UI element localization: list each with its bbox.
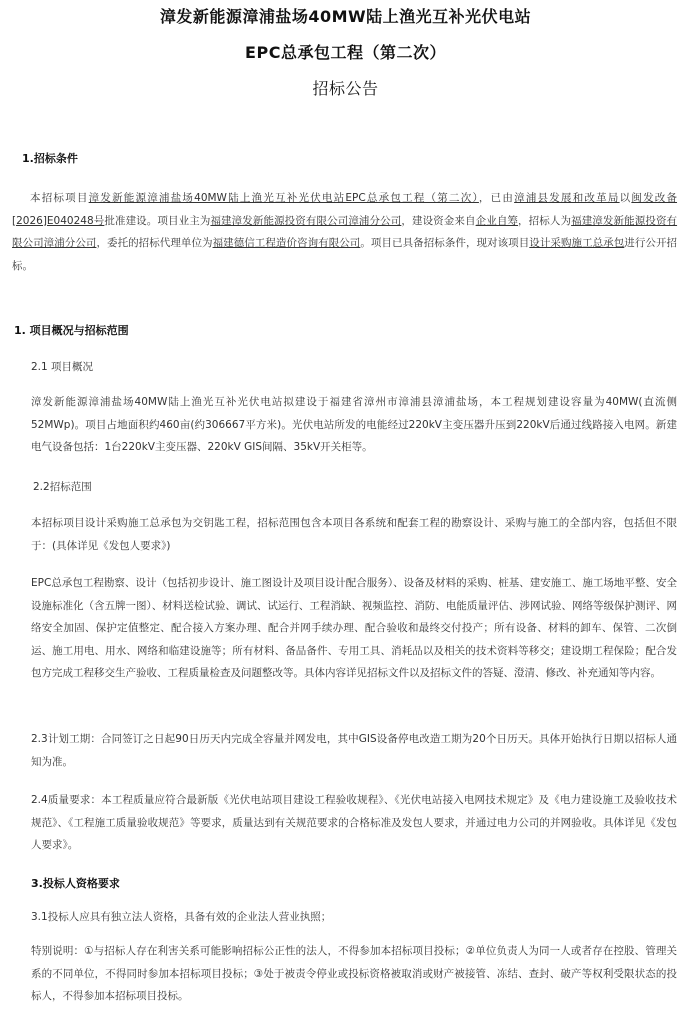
s1-text-a2: ，已由 <box>478 192 515 204</box>
s1-agent: 福建德信工程造价咨询有限公司 <box>212 237 361 249</box>
section1-heading: 1.招标条件 <box>22 152 78 165</box>
section1-paragraph <box>12 187 677 277</box>
document-title-line3: 招标公告 <box>312 79 379 98</box>
s1-fund-source: 企业自筹 <box>475 214 519 227</box>
s22-paragraph-1: 本招标项目设计采购施工总承包为交钥匙工程，招标范围包含本项目各系统和配套工程的勘察设计、采购与施工的全部内容，包括但不限于：(具体详见《发包人要求》) <box>31 517 677 552</box>
s21-heading: 2.1 项目概况 <box>31 361 94 373</box>
s22-heading: 2.2招标范围 <box>33 481 92 493</box>
s1-text-a3: 以 <box>619 192 632 204</box>
s1-text-a8: 。项目已具备招标条件，现对该项目 <box>360 237 530 249</box>
s1-tenderer: 福建漳发新能源投资有限公司漳浦分公司 <box>12 214 678 249</box>
s1-approver: 漳浦县发展和改革局 <box>514 192 620 204</box>
s1-project-name: 漳发新能源漳浦盐场40MW陆上渔光互补光伏电站EPC总承包工程（第二次） <box>88 192 479 204</box>
section3-heading: 3.投标人资格要求 <box>31 877 120 890</box>
s1-text-a1: 本招标项目 <box>30 192 89 204</box>
s1-text-a5: ，建设资金来自 <box>401 214 476 227</box>
s31-paragraph: 3.1投标人应具有独立法人资格，具备有效的企业法人营业执照； <box>31 911 332 923</box>
s22-paragraph-2: EPC总承包工程勘察、设计（包括初步设计、施工图设计及项目设计配合服务）、设备及材料的采购、桩基、建安施工、施工场地平整、安全设施标准化（含五牌一图）、材料送检试验、调试、试运行、工程消缺、视频监控、消防、电能质量评估、涉网试验、网络等级保护测评、网络安全加固、保护定值整定、配合接入方案办理、配合并网手续办理、配合验收和最终交付投产；所有设备、材料的卸车、保管、二次倒运、施工用电、用水、网络和临建设施等；所有材料、备品备件、专用工具、消耗品以及相关的技术资料等移交；建设期工程保险；配合发包方完成工程移交生产验收、工程质量检查及问题整改等。具体内容详见招标文件以及招标文件的答疑、澄清、修改、补充通知等内容。 <box>31 577 677 679</box>
s1-scope: 设计采购施工总承包 <box>529 237 625 249</box>
s24-paragraph: 2.4质量要求：本工程质量应符合最新版《光伏电站项目建设工程验收规程》、《光伏电站接入电网技术规定》及《电力建设施工及验收技术规范》、《工程施工质量验收规范》等要求，质量达到有关规范要求的合格标准及发包人要求，并通过电力公司的并网验收。具体详见《发包人要求》。 <box>31 794 677 851</box>
document-title-line1: 漳发新能源漳浦盐场40MW陆上渔光互补光伏电站 <box>159 7 532 26</box>
s1-text-a6: ，招标人为 <box>518 214 572 227</box>
s1-text-a4: 批准建设。项目业主为 <box>104 214 211 227</box>
section2-heading: 1. 项目概况与招标范围 <box>14 324 129 337</box>
document-title-line2: EPC总承包工程（第二次） <box>245 43 446 62</box>
special-note-paragraph: 特别说明：①与招标人存在利害关系可能影响招标公正性的法人，不得参加本招标项目投标；②单位负责人为同一人或者存在控股、管理关系的不同单位，不得同时参加本招标项目投标；③处于被责令停业或投标资格被取消或财产被接管、冻结、查封、破产等权利受限状态的投标人，不得参加本招标项目投标。 <box>31 945 677 1002</box>
s1-owner: 福建漳发新能源投资有限公司漳浦分公司 <box>210 214 402 227</box>
s21-paragraph: 漳发新能源漳浦盐场40MW陆上渔光互补光伏电站拟建设于福建省漳州市漳浦县漳浦盐场，本工程规划建设容量为40MW(直流侧52MWp)。项目占地面积约460亩(约306667平方米)。光伏电站所发的电能经过220kV主变压器升压到220kV后通过线路接入电网。新建电气设备包括：1台220kV主变压器、220kV GIS间隔、35kV开关柜等。 <box>31 396 677 453</box>
s23-paragraph: 2.3计划工期：合同签订之日起90日历天内完成全容量并网发电，其中GIS设备停电改造工期为20个日历天。具体开始执行日期以招标人通知为准。 <box>31 733 677 768</box>
s1-approval-number: 闽发改备[2026]E040248号 <box>12 192 678 227</box>
s1-text-a7: ，委托的招标代理单位为 <box>96 237 213 249</box>
s1-text-a9: 进行公开招标。 <box>12 237 678 272</box>
